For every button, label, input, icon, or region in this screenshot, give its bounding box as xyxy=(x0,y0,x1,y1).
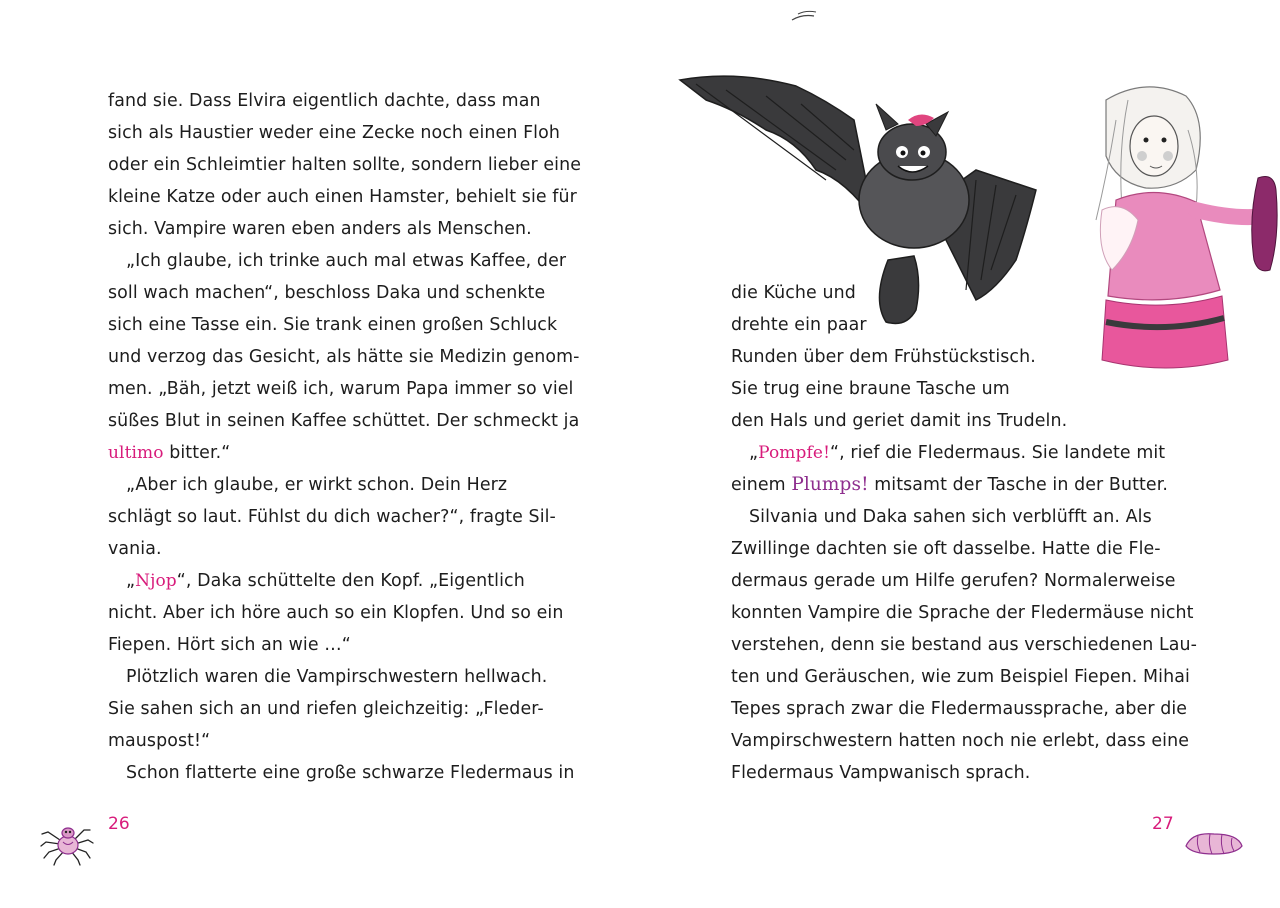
text-segment: Schon flatterte eine große schwarze Fledermaus in xyxy=(126,763,575,783)
text-line xyxy=(108,181,577,213)
text-segment: süßes Blut in seinen Kaffee schüttet. Der schmeckt ja xyxy=(108,411,580,431)
text-line xyxy=(108,725,558,757)
text-line xyxy=(108,597,564,629)
text-segment: Vampirschwestern hatten noch nie erlebt, dass eine xyxy=(731,731,1190,751)
left-page-text xyxy=(108,85,581,789)
text-line xyxy=(731,277,1181,309)
text-segment: nicht. Aber ich höre auch so ein Klopfen. Und so ein xyxy=(108,603,564,623)
text-segment: „ xyxy=(126,571,136,591)
text-segment: ten und Geräuschen, wie zum Beispiel Fiepen. Mihai xyxy=(731,667,1190,687)
text-segment: Fiepen. Hört sich an wie …“ xyxy=(108,635,351,655)
text-line xyxy=(731,309,1181,341)
text-line xyxy=(731,533,1181,565)
page-number-right: 27 xyxy=(1152,814,1174,834)
text-line xyxy=(731,693,1188,725)
page-number-left: 26 xyxy=(108,814,130,834)
text-segment: die Küche und xyxy=(731,283,856,303)
text-line xyxy=(108,693,558,725)
text-line xyxy=(108,661,558,693)
text-segment: “, rief die Fledermaus. Sie landete mit xyxy=(830,443,1166,463)
text-segment: schlägt so laut. Fühlst du dich wacher?“, fragte Sil- xyxy=(108,507,556,527)
text-line xyxy=(108,405,580,437)
text-segment: einem xyxy=(731,475,792,495)
text-line xyxy=(108,213,558,245)
text-segment: sich. Vampire waren eben anders als Menschen. xyxy=(108,219,532,239)
text-line xyxy=(108,309,558,341)
text-segment: Silvania und Daka sahen sich verblüfft an. Als xyxy=(749,507,1152,527)
text-segment: drehte ein paar xyxy=(731,315,867,335)
text-segment: kleine Katze oder auch einen Hamster, behielt sie für xyxy=(108,187,577,207)
text-segment: mitsamt der Tasche in der Butter. xyxy=(868,475,1169,495)
text-segment: men. „Bäh, jetzt weiß ich, warum Papa immer so viel xyxy=(108,379,574,399)
text-line xyxy=(108,565,558,597)
text-segment: bitter.“ xyxy=(163,443,231,463)
text-line xyxy=(108,501,558,533)
text-segment: sich als Haustier weder eine Zecke noch einen Floh xyxy=(108,123,560,143)
text-segment: „Aber ich glaube, er wirkt schon. Dein Herz xyxy=(126,475,508,495)
text-line xyxy=(731,565,1181,597)
text-segment: mauspost!“ xyxy=(108,731,211,751)
text-segment: sich eine Tasse ein. Sie trank einen großen Schluck xyxy=(108,315,558,335)
text-segment: Plötzlich waren die Vampirschwestern hellwach. xyxy=(126,667,548,687)
text-line xyxy=(108,757,575,789)
text-line xyxy=(108,629,558,661)
sketch-mark xyxy=(790,8,820,24)
text-segment: oder ein Schleimtier halten sollte, sondern lieber eine xyxy=(108,155,581,175)
text-segment: soll wach machen“, beschloss Daka und schenkte xyxy=(108,283,546,303)
right-page-text xyxy=(731,277,1198,789)
text-line xyxy=(731,725,1190,757)
spider-icon xyxy=(40,818,94,866)
text-line xyxy=(108,437,558,469)
text-line xyxy=(731,757,1181,789)
text-segment: vania. xyxy=(108,539,162,559)
text-line xyxy=(108,277,558,309)
highlighted-word: Njop xyxy=(135,571,177,591)
text-line xyxy=(108,341,580,373)
text-line xyxy=(108,85,558,117)
text-segment: dermaus gerade um Hilfe gerufen? Normalerweise xyxy=(731,571,1176,591)
text-segment: den Hals und geriet damit ins Trudeln. xyxy=(731,411,1068,431)
text-segment: Tepes sprach zwar die Fledermaussprache, aber die xyxy=(731,699,1188,719)
text-line xyxy=(731,405,1181,437)
text-line xyxy=(731,341,1181,373)
highlighted-word: Plumps! xyxy=(791,474,869,495)
text-segment: konnten Vampire die Sprache der Fledermäuse nicht xyxy=(731,603,1194,623)
text-line xyxy=(731,501,1181,533)
text-segment: verstehen, denn sie bestand aus verschiedenen Lau- xyxy=(731,635,1198,655)
text-segment: „Ich glaube, ich trinke auch mal etwas Kaffee, der xyxy=(126,251,567,271)
text-line xyxy=(108,149,581,181)
text-line xyxy=(731,469,1181,501)
text-line xyxy=(108,469,558,501)
text-segment: und verzog das Gesicht, als hätte sie Medizin genom- xyxy=(108,347,580,367)
text-line xyxy=(108,533,558,565)
text-line xyxy=(731,661,1190,693)
text-segment: Runden über dem Frühstückstisch. xyxy=(731,347,1036,367)
text-line xyxy=(108,245,567,277)
text-segment: Sie trug eine braune Tasche um xyxy=(731,379,1010,399)
text-line xyxy=(731,373,1181,405)
highlighted-word: ultimo xyxy=(108,443,164,463)
text-line xyxy=(731,437,1181,469)
text-segment: „ xyxy=(749,443,759,463)
text-segment: Fledermaus Vampwanisch sprach. xyxy=(731,763,1031,783)
highlighted-word: Pompfe! xyxy=(758,443,830,463)
text-segment: Sie sahen sich an und riefen gleichzeitig: „Fleder- xyxy=(108,699,544,719)
text-segment: “, Daka schüttelte den Kopf. „Eigentlich xyxy=(176,571,525,591)
text-segment: Zwillinge dachten sie oft dasselbe. Hatte die Fle- xyxy=(731,539,1161,559)
text-segment: fand sie. Dass Elvira eigentlich dachte, dass man xyxy=(108,91,541,111)
right-page xyxy=(640,0,1280,908)
text-line xyxy=(731,629,1198,661)
text-line xyxy=(108,117,558,149)
text-line xyxy=(731,597,1194,629)
sausage-icon xyxy=(1182,826,1246,858)
text-line xyxy=(108,373,574,405)
